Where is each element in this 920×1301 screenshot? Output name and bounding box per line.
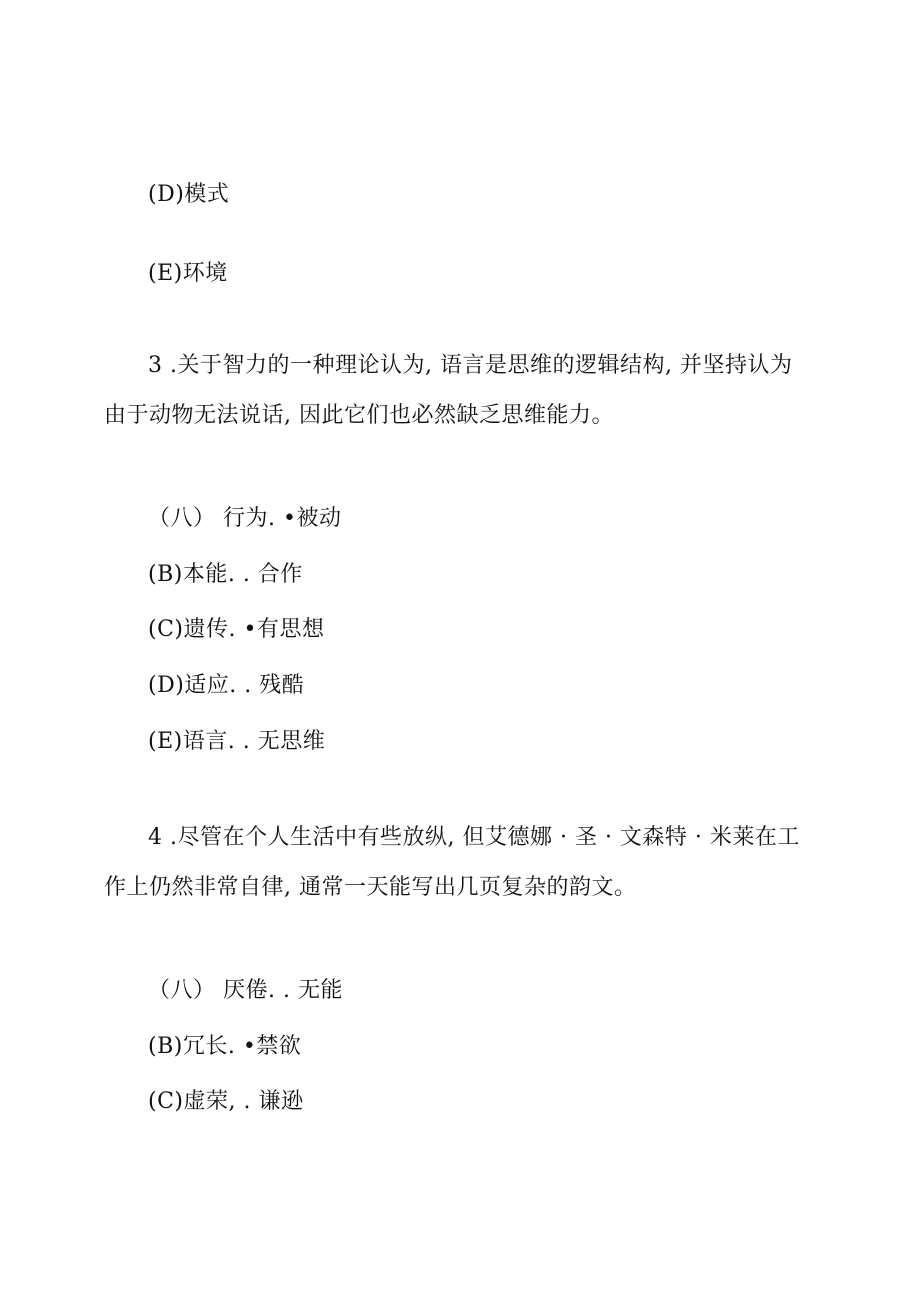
- question-4-option-c: (C)虚荣, . 谦逊: [148, 1089, 304, 1114]
- question-3-option-e: (E)语言. . 无思维: [148, 729, 326, 754]
- question-3-option-b: (B)本能. . 合作: [148, 562, 303, 587]
- question-4-line-1: 4 .尽管在个人生活中有些放纵, 但艾德娜 · 圣 · 文森特 · 米莱在工: [148, 825, 800, 850]
- option-d-prev: (D)模式: [148, 182, 230, 207]
- question-3-option-d: (D)适应. . 残酷: [148, 673, 305, 698]
- question-4-line-2: 作上仍然非常自律, 通常一天能写出几页复杂的韵文。: [104, 875, 637, 900]
- option-e-prev: (E)环境: [148, 261, 228, 286]
- question-3-line-2: 由于动物无法说话, 因此它们也必然缺乏思维能力。: [104, 403, 614, 428]
- question-3-option-c: (C)遗传. •有思想: [148, 617, 325, 642]
- question-3-option-a: （八） 行为. •被动: [148, 506, 342, 531]
- question-4-option-b: (B)冗长. •禁欲: [148, 1034, 302, 1059]
- question-3-line-1: 3 .关于智力的一种理论认为, 语言是思维的逻辑结构, 并坚持认为: [148, 353, 793, 378]
- question-4-option-a: （八） 厌倦. . 无能: [148, 978, 343, 1003]
